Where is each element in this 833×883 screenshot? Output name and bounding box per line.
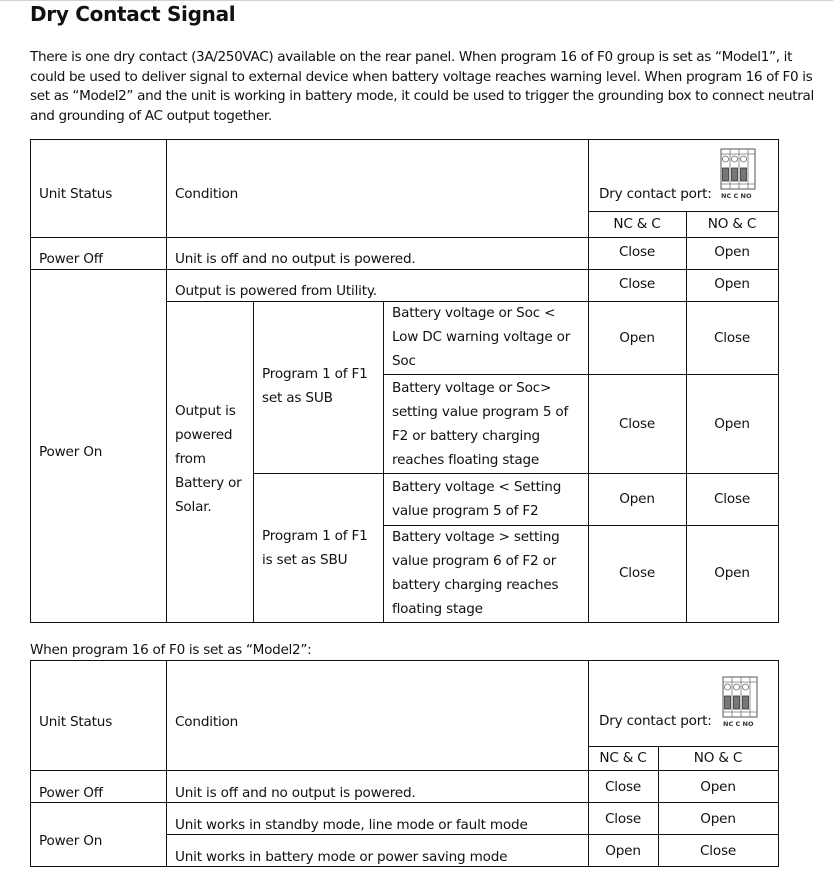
table-border <box>30 139 779 140</box>
nc-c-value: Close <box>618 416 656 432</box>
no-c-value: Open <box>700 779 736 795</box>
model2-caption: When program 16 of F0 is set as “Model2”: <box>30 642 312 658</box>
table-border <box>588 139 589 623</box>
table-border <box>253 301 254 623</box>
status-power-on: Power On <box>39 444 103 460</box>
dry-contact-terminal-icon <box>722 676 760 728</box>
header-no-c: NO & C <box>693 750 743 766</box>
terminal-labels: NC C NO <box>721 192 752 200</box>
battery-solar-label: Output is powered from Battery or Solar. <box>175 403 242 515</box>
nc-c-value: Open <box>605 843 641 859</box>
no-c-value: Close <box>713 491 751 507</box>
dry-contact-terminal-icon <box>720 148 758 200</box>
table-border <box>30 660 779 661</box>
nc-c-value: Open <box>619 491 655 507</box>
table-border <box>166 660 167 867</box>
no-c-value: Open <box>714 416 750 432</box>
header-condition: Condition <box>175 714 239 730</box>
terminal-labels: NC C NO <box>723 720 754 728</box>
condition-cell: Battery voltage or Soc < Low DC warning voltage or Soc <box>392 305 571 369</box>
condition-cell: Unit is off and no output is powered. <box>175 785 416 801</box>
header-nc-c: NC & C <box>599 750 647 766</box>
table-border <box>30 237 779 238</box>
intro-paragraph: There is one dry contact (3A/250VAC) available on the rear panel. When program 16 of F0 group is set as “Model1”, it could be used to deliver signal to external device when battery voltage reaches warning level. When program 16 of F0 is set as “Model2” and the unit is working in battery mode, it could be used to trigger the grounding box to connect neutral and grounding of AC output together. <box>30 49 814 124</box>
table-border <box>30 866 779 867</box>
nc-c-value: Close <box>618 244 656 260</box>
table-border <box>166 834 779 835</box>
header-dry-contact-port: Dry contact port: <box>599 713 712 729</box>
status-power-off: Power Off <box>39 785 103 801</box>
table-border <box>383 301 384 623</box>
table-border <box>30 802 779 803</box>
nc-c-value: Close <box>604 779 642 795</box>
table-border <box>588 746 779 747</box>
header-dry-contact-port: Dry contact port: <box>599 186 712 202</box>
nc-c-value: Close <box>618 565 656 581</box>
condition-cell: Battery voltage > setting value program 6 of F2 or battery charging reaches floating stage <box>392 529 560 617</box>
table-border <box>778 660 779 867</box>
table-border <box>30 660 31 867</box>
nc-c-value: Close <box>604 811 642 827</box>
table-border <box>588 211 779 212</box>
nc-c-value: Open <box>619 330 655 346</box>
header-unit-status: Unit Status <box>39 714 113 730</box>
table-border <box>166 139 167 623</box>
program-sbu-label: Program 1 of F1 is set as SBU <box>262 528 368 568</box>
condition-cell: Battery voltage < Setting value program 5 of F2 <box>392 479 562 519</box>
header-nc-c: NC & C <box>613 216 661 232</box>
condition-cell: Battery voltage or Soc> setting value program 5 of F2 or battery charging reaches floating stage <box>392 380 569 468</box>
table-border <box>30 770 779 771</box>
status-power-on: Power On <box>39 833 103 849</box>
status-power-off: Power Off <box>39 251 103 267</box>
no-c-value: Open <box>714 244 750 260</box>
condition-cell: Unit is off and no output is powered. <box>175 251 416 267</box>
nc-c-value: Close <box>618 276 656 292</box>
table-border <box>30 139 31 623</box>
table-border <box>166 269 779 270</box>
no-c-value: Open <box>714 565 750 581</box>
table-border <box>30 269 166 270</box>
no-c-value: Open <box>714 276 750 292</box>
program-sub-label: Program 1 of F1 set as SUB <box>262 366 368 406</box>
condition-cell: Output is powered from Utility. <box>175 283 377 299</box>
top-rule <box>0 0 833 1</box>
no-c-value: Open <box>700 811 736 827</box>
page-title: Dry Contact Signal <box>30 2 236 26</box>
header-unit-status: Unit Status <box>39 186 113 202</box>
no-c-value: Close <box>699 843 737 859</box>
table-border <box>778 139 779 623</box>
condition-cell: Unit works in standby mode, line mode or fault mode <box>175 817 528 833</box>
table-border <box>30 622 779 623</box>
table-border <box>383 374 779 375</box>
header-condition: Condition <box>175 186 239 202</box>
table-border <box>253 473 779 474</box>
no-c-value: Close <box>713 330 751 346</box>
header-no-c: NO & C <box>707 216 757 232</box>
condition-cell: Unit works in battery mode or power saving mode <box>175 849 508 865</box>
